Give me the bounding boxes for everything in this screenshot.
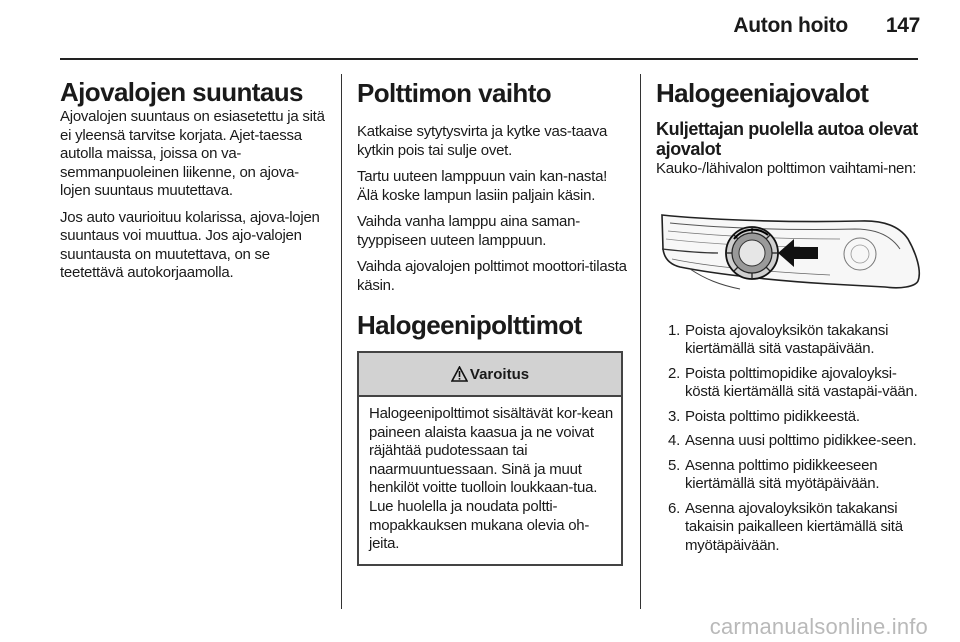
column-halogen-headlights <box>656 74 924 561</box>
paragraph: Ajovalojen suuntaus on esiasetettu ja sitä ei yleensä tarvitse korjata. Ajet-taessa autolla maissa, joissa on va-semmanpuoleinen liikenne, on ajova-lojen suuntaus muutettava. <box>60 108 325 199</box>
section-title-halogen-headlights: Halogeeniajovalot <box>656 78 869 108</box>
page-header <box>733 14 920 38</box>
paragraph: Tartu uuteen lamppuun vain kan-nasta! Älä koske lampun lasiin paljain käsin. <box>357 168 608 204</box>
subsection-title-driver-side: Kuljettajan puolella autoa olevat ajovalot <box>656 119 918 159</box>
warning-body <box>359 397 621 564</box>
section-title-headlight-aiming: Ajovalojen suuntaus <box>60 77 303 107</box>
section-title-halogen-bulbs: Halogeenipolttimot <box>357 310 582 340</box>
list-item: 3. Poista polttimo pidikkeestä. <box>667 407 860 425</box>
header-section-title: Auton hoito <box>733 14 848 37</box>
column-divider-2 <box>640 74 641 609</box>
headlight-assembly-illustration <box>660 209 922 301</box>
paragraph: Vaihda ajovalojen polttimot moottori-tilasta käsin. <box>357 258 627 294</box>
list-item: 6. Asenna ajovaloyksikön takakansi takaisin paikalleen kiertämällä sitä myötäpäivään. <box>667 499 903 554</box>
column-divider-1 <box>341 74 342 609</box>
list-item: 2. Poista polttimopidike ajovaloyksi-köstä kiertämällä sitä vastapäi-vään. <box>667 364 918 400</box>
column-headlight-aiming <box>60 74 328 291</box>
header-divider <box>60 58 918 60</box>
list-item: 5. Asenna polttimo pidikkeeseen kiertämällä sitä myötäpäivään. <box>667 456 880 492</box>
warning-header <box>359 353 621 397</box>
warning-box <box>357 351 623 566</box>
warning-triangle-icon <box>451 366 468 382</box>
list-item: 4. Asenna uusi polttimo pidikkee-seen. <box>667 432 917 449</box>
paragraph: Katkaise sytytysvirta ja kytke vas-taava kytkin pois tai sulje ovet. <box>357 123 608 159</box>
intro-text: Kauko-/lähivalon polttimon vaihtami-nen: <box>656 160 917 177</box>
instruction-list <box>656 322 924 556</box>
paragraph: Vaihda vanha lamppu aina saman-tyyppiseen uuteen lamppuun. <box>357 213 580 249</box>
section-title-bulb-replacement: Polttimon vaihto <box>357 78 552 108</box>
page-number: 147 <box>885 14 920 37</box>
column-bulb-replacement <box>357 74 627 566</box>
paragraph: Jos auto vaurioituu kolarissa, ajova-lojen suuntaus voi muuttua. Jos ajo-valojen suuntausta on muutettava, on se teetettävä autokorjaamolla. <box>60 208 320 281</box>
warning-title: Varoitus <box>469 365 530 383</box>
warning-text: Halogeenipolttimot sisältävät kor-kean paineen alaista kaasua ja ne voivat räjähtää pudotessaan tai naarmuuntuessaan. Sinä ja muut henkilöt voitte tuolloin loukkaan-tua. Lue huolella ja noudata poltti-mopakkauksen mukana olevia oh-jeita. <box>369 405 613 553</box>
watermark-link[interactable]: carmanualsonline.info <box>709 614 928 639</box>
list-item: 1. Poista ajovaloyksikön takakansi kiertämällä sitä vastapäivään. <box>667 321 889 357</box>
